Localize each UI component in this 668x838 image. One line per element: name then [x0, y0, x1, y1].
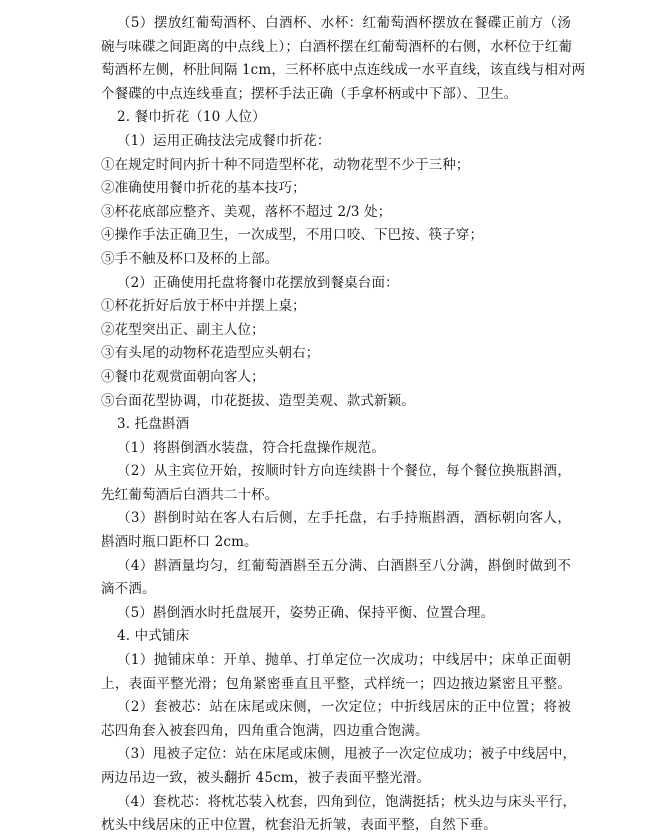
napkin-sub-2-item-1: ①杯花折好后放于杯中并摆上桌；	[101, 298, 306, 315]
tray-sub-3-line-2: 斟酒时瓶口距杯口 2cm。	[101, 534, 258, 551]
tray-sub-2-line-1: （2）从主宾位开始，按顺时针方向连续斟十个餐位，每个餐位换瓶斟酒，	[117, 463, 571, 480]
document-page	[0, 12, 668, 838]
heading-tray-pouring: 3. 托盘斟酒	[117, 416, 190, 433]
tray-sub-3-line-1: （3）斟倒时站在客人右后侧，左手托盘，右手持瓶斟酒，酒标朝向客人，	[117, 510, 571, 527]
bed-sub-4-line-2: 枕头中线居床的正中位置，枕套沿无折皱，表面平整，自然下垂。	[101, 817, 497, 834]
napkin-sub-2-item-2: ②花型突出正、副主人位；	[101, 321, 265, 338]
napkin-sub-1-item-2: ②准确使用餐巾折花的基本技巧；	[101, 180, 306, 197]
napkin-sub-1-item-1: ①在规定时间内折十种不同造型杯花，动物花型不少于三种；	[101, 156, 470, 173]
tray-sub-4-line-2: 滴不洒。	[101, 581, 156, 598]
tray-sub-5: （5）斟倒酒水时托盘展开，姿势正确、保持平衡、位置合理。	[117, 604, 495, 621]
tray-sub-4-line-1: （4）斟酒量均匀，红葡萄酒斟至五分满、白酒斟至八分满，斟倒时做到不	[117, 557, 571, 574]
bed-sub-3-line-2: 两边吊边一致，被头翻折 45cm，被子表面平整光滑。	[101, 770, 431, 786]
para-5-line-1: （5）摆放红葡萄酒杯、白酒杯、水杯：红葡萄酒杯摆放在餐碟正前方（汤	[117, 15, 571, 31]
napkin-sub-2-item-4: ④餐巾花观赏面朝向客人；	[101, 368, 265, 385]
napkin-sub-2: （2）正确使用托盘将餐巾花摆放到餐桌台面：	[117, 274, 399, 291]
napkin-sub-1-item-3: ③杯花底部应整齐、美观，落杯不超过 2/3 处；	[101, 203, 392, 220]
napkin-sub-2-item-3: ③有头尾的动物杯花造型应头朝右；	[101, 345, 320, 362]
para-5-line-3: 萄酒杯左侧，杯肚间隔 1cm，三杯杯底中点连线成一水平直线，该直线与相对两	[101, 62, 586, 79]
bed-sub-3-line-1: （3）甩被子定位：站在床尾或床侧，甩被子一次定位成功；被子中线居中，	[117, 746, 577, 763]
heading-bed-making: 4. 中式铺床	[117, 628, 190, 645]
bed-sub-4-line-1: （4）套枕芯：将枕芯装入枕套，四角到位，饱满挺括；枕头边与床头平行，	[117, 793, 577, 810]
napkin-sub-1-item-4: ④操作手法正确卫生，一次成型，不用口咬、下巴按、筷子穿；	[101, 227, 484, 244]
para-5-line-4: 个餐碟的中点连线垂直；摆杯手法正确（手拿杯柄或中下部）、卫生。	[101, 85, 518, 102]
tray-sub-2-line-2: 先红葡萄酒后白酒共二十杯。	[101, 486, 279, 503]
napkin-sub-1: （1）运用正确技法完成餐巾折花：	[117, 132, 331, 149]
para-5-line-2: 碗与味碟之间距离的中点线上）；白酒杯摆在红葡萄酒杯的右侧，水杯位于红葡	[101, 38, 572, 55]
bed-sub-1-line-1: （1）抛铺床单：开单、抛单、打单定位一次成功；中线居中；床单正面朝	[117, 652, 571, 669]
bed-sub-2-line-2: 芯四角套入被套四角，四角重合饱满，四边重合饱满。	[101, 722, 429, 739]
bed-sub-1-line-2: 上，表面平整光滑；包角紧密垂直且平整，式样统一；四边掖边紧密且平整。	[101, 675, 571, 692]
napkin-sub-2-item-5: ⑤台面花型协调，巾花挺拔、造型美观、款式新颖。	[101, 392, 415, 409]
bed-sub-2-line-1: （2）套被芯：站在床尾或床侧，一次定位；中折线居床的正中位置；将被	[117, 699, 571, 716]
heading-napkin-folding: 2. 餐巾折花（10 人位）	[117, 109, 266, 126]
napkin-sub-1-item-5: ⑤手不触及杯口及杯的上部。	[101, 250, 279, 267]
tray-sub-1: （1）将斟倒酒水装盘，符合托盘操作规范。	[117, 439, 386, 456]
